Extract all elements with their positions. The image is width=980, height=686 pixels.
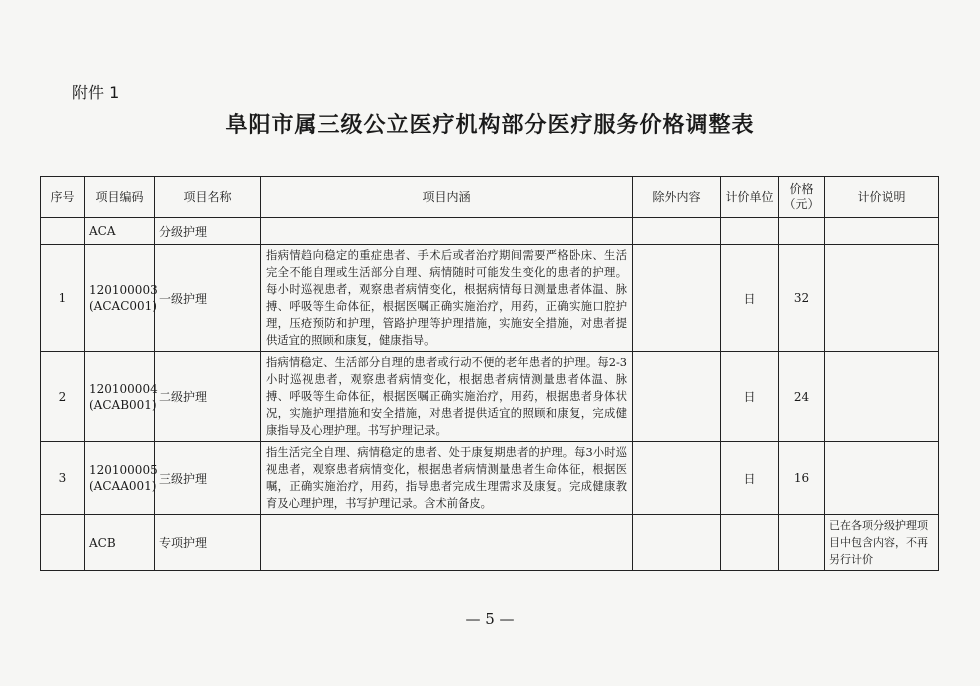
- category-code: ACB: [85, 515, 155, 571]
- row-excluded: [633, 352, 721, 442]
- row-price: 16: [779, 442, 825, 515]
- table-header-row: [41, 177, 939, 218]
- attachment-label: 附件 1: [72, 83, 120, 102]
- table-row: [41, 442, 939, 515]
- row-code-alt: (ACAB001): [89, 397, 157, 412]
- header-content: 项目内涵: [261, 177, 633, 218]
- row-code: [85, 442, 158, 515]
- page-title: 阜阳市属三级公立医疗机构部分医疗服务价格调整表: [225, 113, 755, 138]
- row-name: 二级护理: [155, 352, 261, 442]
- row-unit: 日: [721, 245, 779, 352]
- header-excluded: 除外内容: [633, 177, 721, 218]
- category-name: 分级护理: [155, 218, 261, 245]
- row-unit: 日: [721, 352, 779, 442]
- price-adjustment-table: [40, 176, 939, 571]
- row-code-main: 120100003: [89, 283, 158, 297]
- table-row: [41, 352, 939, 442]
- category-note: 已在各项分级护理项目中包含内容，不再另行计价: [825, 515, 939, 571]
- header-seq: 序号: [41, 177, 85, 218]
- row-content: 指生活完全自理、病情稳定的患者、处于康复期患者的护理。每3小时巡视患者，观察患者病情变化，根据患者病情测量患者生命体征，根据医嘱，正确实施治疗，用药，指导患者完成生理需求及康复。完成健康教育及心理护理，书写护理记录。含术前备皮。: [261, 442, 633, 515]
- row-code: [85, 245, 158, 352]
- row-code: [85, 352, 158, 442]
- row-code-main: 120100004: [89, 381, 158, 396]
- category-name: 专项护理: [155, 515, 261, 571]
- row-name: 一级护理: [155, 245, 261, 352]
- header-name: 项目名称: [155, 177, 261, 218]
- row-seq: 3: [41, 442, 85, 515]
- row-excluded: [633, 245, 721, 352]
- row-code-main: 120100005: [89, 463, 158, 477]
- header-unit: 计价单位: [721, 177, 779, 218]
- row-code-alt: (ACAC001): [89, 299, 157, 313]
- header-note: 计价说明: [825, 177, 939, 218]
- header-code: 项目编码: [85, 177, 155, 218]
- row-price: 32: [779, 245, 825, 352]
- row-content: 指病情趋向稳定的重症患者、手术后或者治疗期间需要严格卧床、生活完全不能自理或生活部分自理、病情随时可能发生变化的患者的护理。每小时巡视患者，观察患者病情变化，根据病情每日测量患者体温、脉搏、呼吸等生命体征，根据医嘱正确实施治疗，用药，正确实施口腔护理，压疮预防和护理，管路护理等护理措施，实施安全措施，对患者提供适宜的照顾和康复，健康指导。: [261, 245, 633, 352]
- row-note: [825, 352, 939, 442]
- row-excluded: [633, 442, 721, 515]
- row-seq: 2: [41, 352, 85, 442]
- page-number: — 5 —: [465, 610, 515, 628]
- table-row: [41, 245, 939, 352]
- row-note: [825, 442, 939, 515]
- category-row: [41, 515, 939, 571]
- row-note: [825, 245, 939, 352]
- header-price: 价格（元）: [779, 177, 825, 218]
- category-code: ACA: [85, 218, 155, 245]
- row-unit: 日: [721, 442, 779, 515]
- row-name: 三级护理: [155, 442, 261, 515]
- row-seq: 1: [41, 245, 85, 352]
- row-code-alt: (ACAA001): [89, 479, 157, 493]
- category-row: [41, 218, 939, 245]
- row-content: 指病情稳定、生活部分自理的患者或行动不便的老年患者的护理。每2-3小时巡视患者，观察患者病情变化，根据患者病情测量患者体温、脉搏、呼吸等生命体征，根据医嘱正确实施治疗，用药，根据患者身体状况，实施护理措施和安全措施，对患者提供适宜的照顾和康复，完成健康指导及心理护理。书写护理记录。: [261, 352, 633, 442]
- row-price: 24: [779, 352, 825, 442]
